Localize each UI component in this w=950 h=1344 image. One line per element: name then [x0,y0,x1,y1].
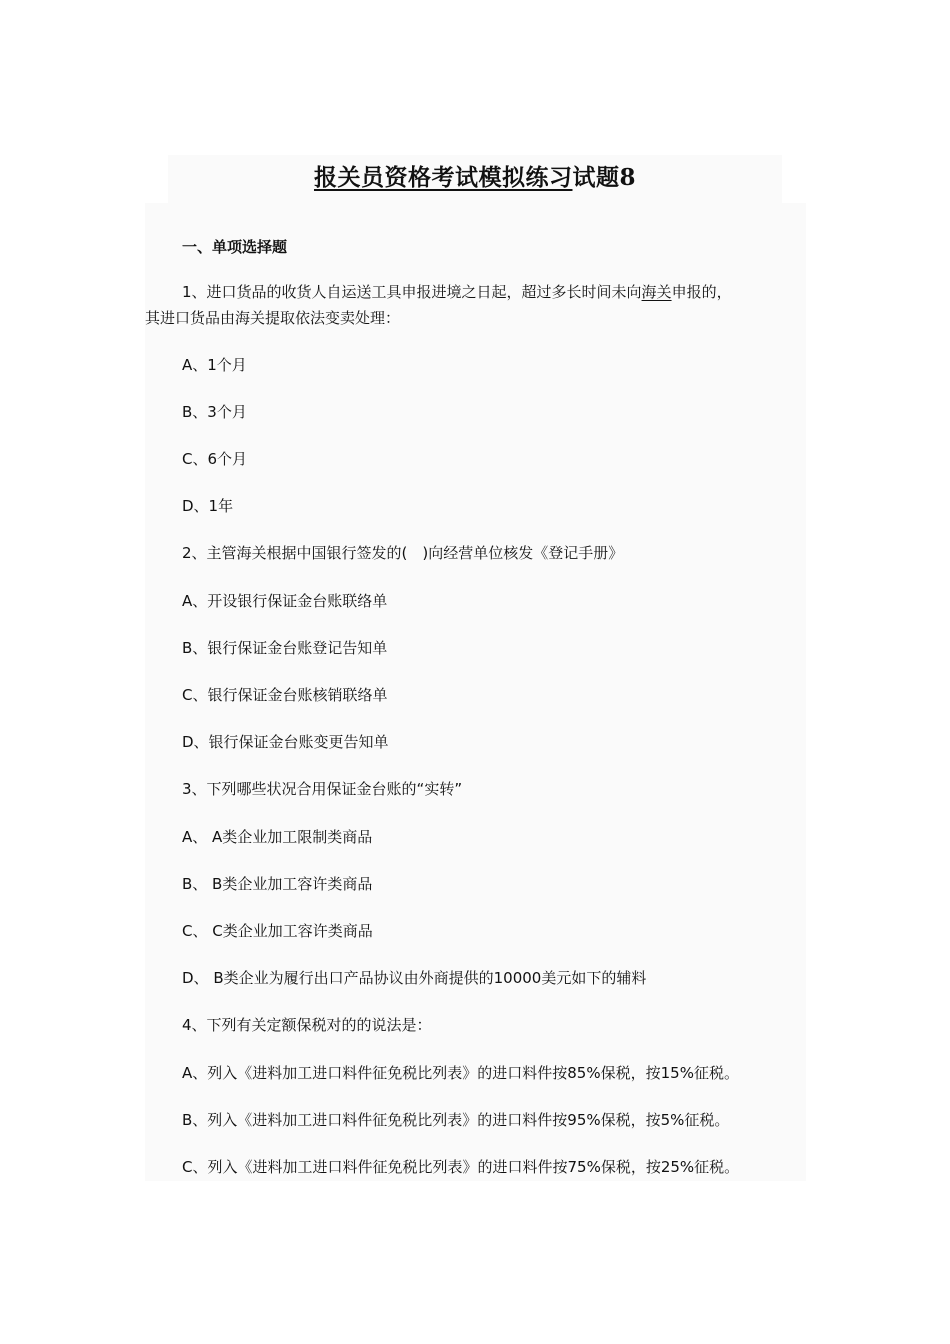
question-3-option-c: C、 C类企业加工容许类商品 [182,922,373,940]
question-1-stem-text-end: 申报的， [671,283,732,301]
question-4-option-b: B、列入《进料加工进口料件征免税比列表》的进口料件按95%保税，按5%征税。 [182,1111,730,1129]
question-1-option-a: A、1个月 [182,356,247,374]
section-heading: 一、单项选择题 [182,238,288,256]
question-4-stem: 4、下列有关定额保税对的的说法是： [182,1016,432,1034]
document-title-underlined: 报关员资格考试模拟练习 [313,164,573,191]
question-4-option-a: A、列入《进料加工进口料件征免税比列表》的进口料件按85%保税，按15%征税。 [182,1064,739,1082]
question-2-stem: 2、主管海关根据中国银行签发的( )向经营单位核发《登记手册》 [182,544,624,562]
question-1-stem [182,280,732,304]
question-2-option-d: D、银行保证金台账变更告知单 [182,733,389,751]
question-3-stem: 3、下列哪些状况合用保证金台账的“实转” [182,780,463,798]
question-3-option-b: B、 B类企业加工容许类商品 [182,875,373,893]
question-3-option-d: D、 B类企业为履行出口产品协议由外商提供的10000美元如下的辅料 [182,969,647,987]
document-title-rest: 试题8 [572,164,636,191]
question-2-option-a: A、开设银行保证金台账联络单 [182,592,388,610]
question-3-option-a: A、 A类企业加工限制类商品 [182,828,373,846]
question-1-stem-line2: 其进口货品由海关提取依法变卖处理： [145,309,401,327]
question-4-option-c: C、列入《进料加工进口料件征免税比列表》的进口料件按75%保税，按25%征税。 [182,1158,740,1176]
question-2-option-c: C、银行保证金台账核销联络单 [182,686,388,704]
document-title [168,160,782,196]
question-1-option-b: B、3个月 [182,403,247,421]
customs-link[interactable]: 海关 [641,283,672,301]
question-1-option-d: D、1年 [182,497,234,515]
question-2-option-b: B、银行保证金台账登记告知单 [182,639,388,657]
question-1-stem-text: 1、进口货品的收货人自运送工具申报进境之日起，超过多长时间未向 [182,283,642,301]
question-1-option-c: C、6个月 [182,450,248,468]
